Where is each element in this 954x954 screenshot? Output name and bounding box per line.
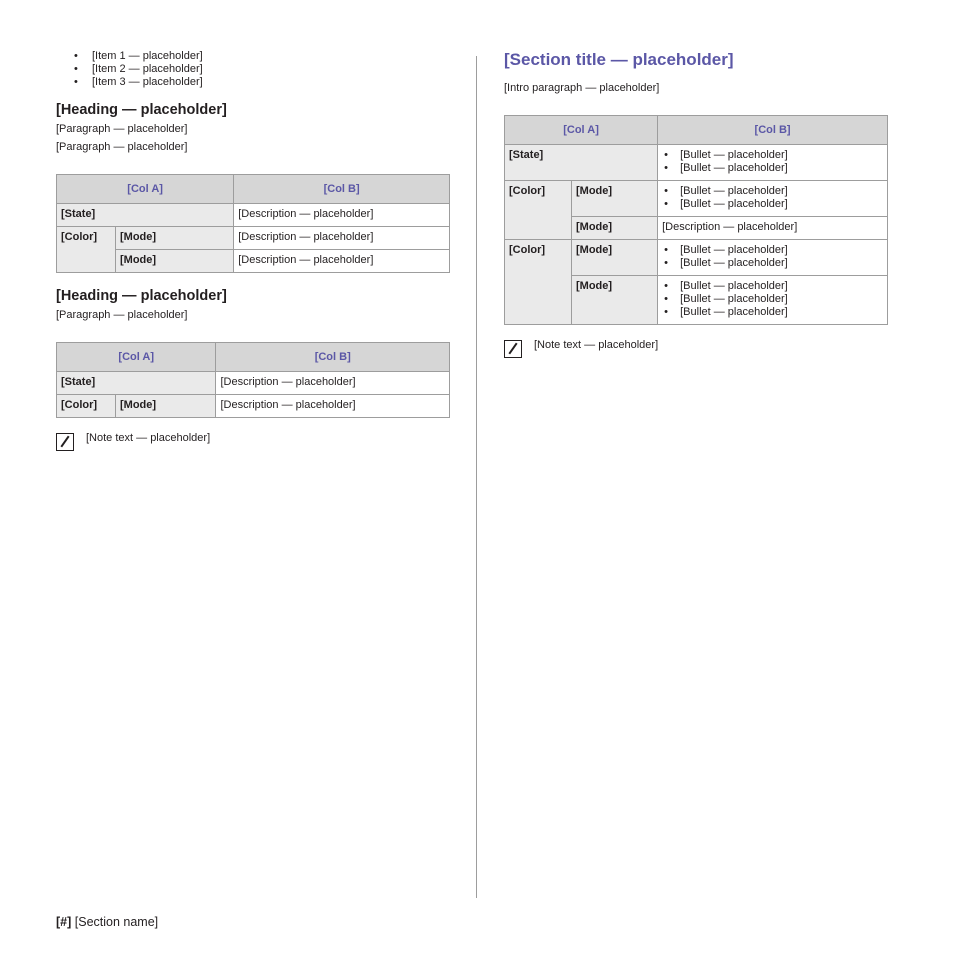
note-box [56, 432, 450, 451]
right-column [504, 50, 888, 358]
paragraph: [Paragraph — placeholder] [56, 141, 188, 153]
table-cell: [Mode] [572, 217, 658, 240]
table-cell [658, 181, 888, 217]
list-item: • [Bullet — placeholder] [680, 244, 883, 257]
table-cell: [Mode] [572, 240, 658, 276]
note-icon [56, 433, 74, 451]
table-header: [Col A] [57, 343, 216, 372]
table-header: [Col B] [216, 343, 450, 372]
bullet-list [56, 50, 450, 89]
table-cell: [State] [505, 145, 658, 181]
table-cell: [Mode] [572, 276, 658, 325]
paragraph: [Intro paragraph — placeholder] [504, 82, 660, 94]
table-cell [658, 240, 888, 276]
left-column [56, 50, 450, 451]
list-item: • [Bullet — placeholder] [680, 185, 883, 198]
table-cell: [State] [57, 372, 216, 395]
table-cell: [Description — placeholder] [234, 250, 450, 273]
list-item: • [Bullet — placeholder] [680, 162, 883, 175]
section-title: [Section title — placeholder] [504, 50, 734, 69]
status-table [56, 174, 450, 273]
table-cell: [Color] [57, 395, 116, 418]
table-cell: [Description — placeholder] [216, 395, 450, 418]
status-table [56, 342, 450, 418]
table-cell: [Color] [57, 227, 116, 273]
table-cell: [Mode] [116, 250, 234, 273]
table-row [57, 395, 450, 418]
table-header: [Col B] [658, 116, 888, 145]
table-cell: [Mode] [116, 227, 234, 250]
note-box [504, 339, 888, 358]
table-cell: [Description — placeholder] [658, 217, 888, 240]
table-cell: [Description — placeholder] [234, 204, 450, 227]
table-header: [Col A] [505, 116, 658, 145]
table-cell: [Color] [505, 181, 572, 240]
table-cell: [Mode] [572, 181, 658, 217]
section-heading: [Heading — placeholder] [56, 102, 227, 118]
table-cell: [Color] [505, 240, 572, 325]
note-icon [504, 340, 522, 358]
section-heading: [Heading — placeholder] [56, 288, 227, 304]
note-text: [Note text — placeholder] [86, 432, 211, 444]
table-cell: [Description — placeholder] [234, 227, 450, 250]
table-cell [658, 145, 888, 181]
list-item: • [Item 2 — placeholder] [92, 63, 450, 76]
status-table [504, 115, 888, 325]
table-header: [Col B] [234, 175, 450, 204]
list-item: • [Bullet — placeholder] [680, 293, 883, 306]
note-text: [Note text — placeholder] [534, 339, 659, 351]
table-cell: [Description — placeholder] [216, 372, 450, 395]
table-row [505, 181, 888, 217]
page-footer [56, 915, 158, 929]
table-cell: [Mode] [116, 395, 216, 418]
list-item: • [Bullet — placeholder] [680, 198, 883, 211]
table-row [57, 227, 450, 250]
page-number: [#] [56, 915, 72, 929]
list-item: • [Bullet — placeholder] [680, 280, 883, 293]
footer-section: [Section name] [74, 915, 159, 929]
table-header: [Col A] [57, 175, 234, 204]
table-row [57, 372, 450, 395]
table-cell: [State] [57, 204, 234, 227]
list-item: • [Bullet — placeholder] [680, 306, 883, 319]
paragraph: [Paragraph — placeholder] [56, 309, 188, 321]
list-item: • [Bullet — placeholder] [680, 257, 883, 270]
table-row [57, 250, 450, 273]
list-item: • [Item 1 — placeholder] [92, 50, 450, 63]
column-divider [476, 56, 477, 898]
list-item: • [Bullet — placeholder] [680, 149, 883, 162]
table-row [57, 204, 450, 227]
table-cell [658, 276, 888, 325]
table-row [505, 145, 888, 181]
table-row [505, 240, 888, 276]
list-item: • [Item 3 — placeholder] [92, 76, 450, 89]
paragraph: [Paragraph — placeholder] [56, 123, 188, 135]
